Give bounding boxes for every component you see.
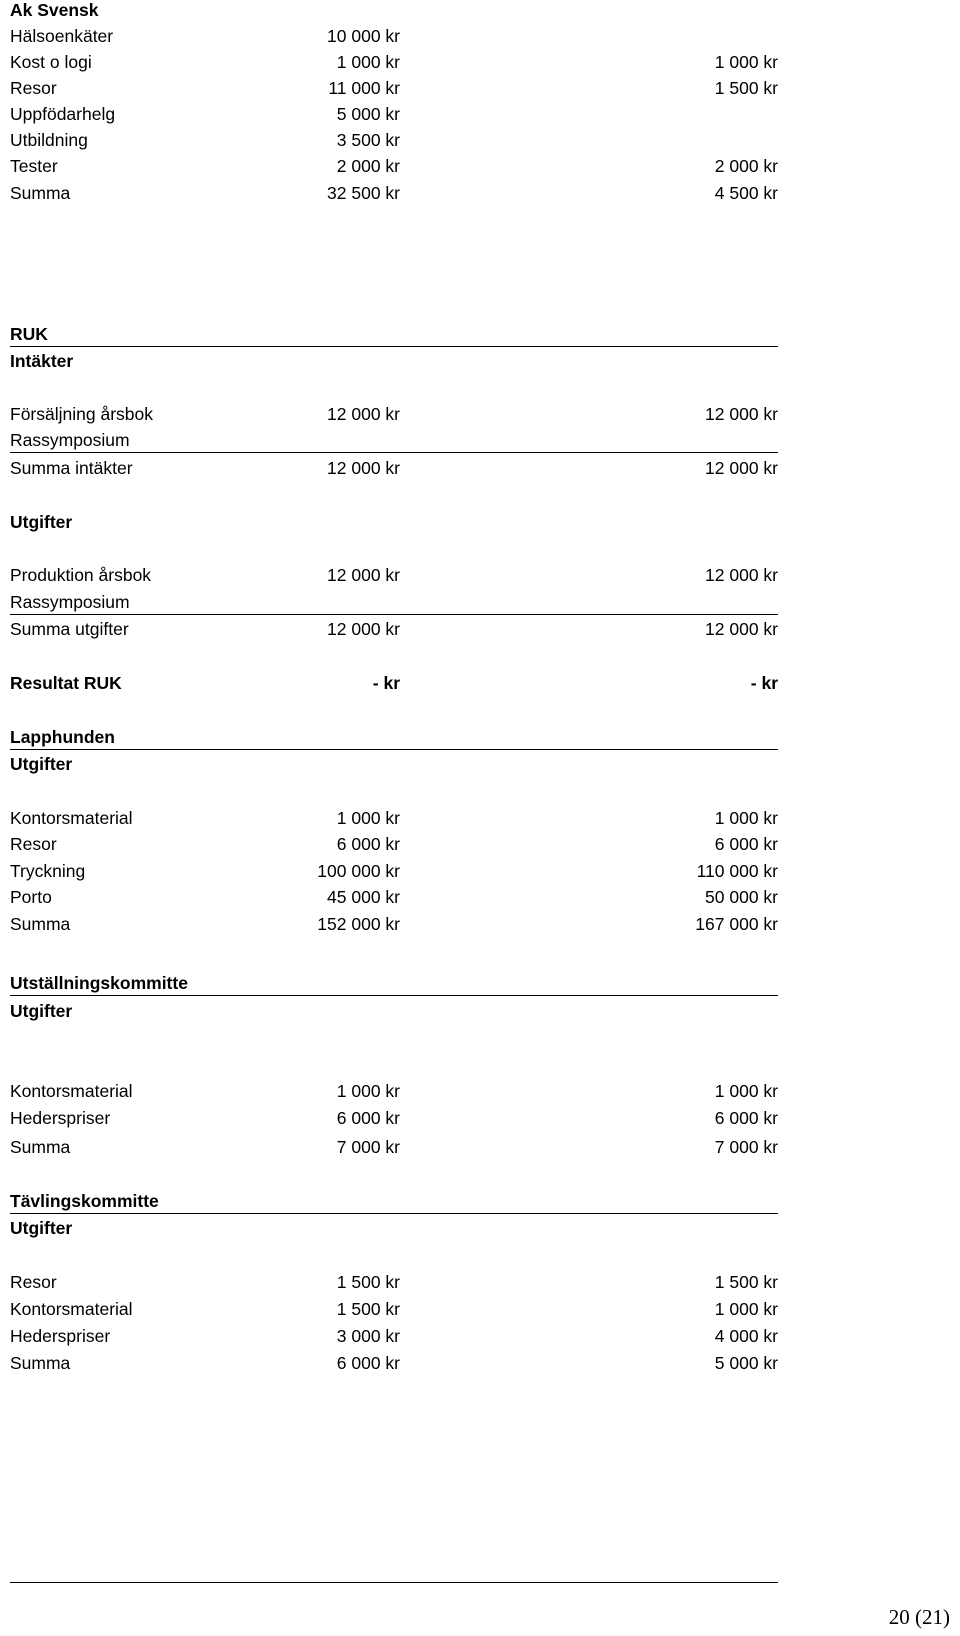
- row-value-2: 6 000 kr: [714, 834, 778, 854]
- row-label: Uppfödarhelg: [10, 104, 116, 124]
- table-row: [10, 831, 778, 857]
- ruk-expense-heading-row: [10, 509, 778, 535]
- row-value-1: 12 000 kr: [327, 458, 400, 478]
- row-label: Hälsoenkäter: [10, 26, 114, 46]
- row-value-1: 6 000 kr: [336, 834, 400, 854]
- row-label: Summa: [10, 1137, 71, 1157]
- row-label: Hederspriser: [10, 1108, 111, 1128]
- sub-heading: Utgifter: [10, 1001, 73, 1021]
- row-value-1: 12 000 kr: [327, 619, 400, 639]
- row-label: Summa intäkter: [10, 458, 133, 478]
- row-label: Porto: [10, 887, 52, 907]
- row-value-1: 6 000 kr: [336, 1108, 400, 1128]
- row-label: Försäljning årsbok: [10, 404, 153, 424]
- row-label: Summa: [10, 1353, 71, 1373]
- row-value-2: 6 000 kr: [714, 1108, 778, 1128]
- table-row: [10, 805, 778, 831]
- row-label: Kontorsmaterial: [10, 1081, 133, 1101]
- row-value-1: 32 500 kr: [327, 183, 400, 203]
- ruk-heading-row: [10, 321, 778, 347]
- table-row: [10, 153, 778, 179]
- sub-heading: Utgifter: [10, 1218, 73, 1238]
- ak-svensk-heading-row: [10, 0, 778, 23]
- section-heading: Ak Svensk: [10, 0, 99, 20]
- row-label: Summa: [10, 183, 71, 203]
- row-value-2: 1 000 kr: [714, 1299, 778, 1319]
- row-value-2: 167 000 kr: [695, 914, 778, 934]
- row-label: Resor: [10, 78, 57, 98]
- row-label: Hederspriser: [10, 1326, 111, 1346]
- ruk-result-row: [10, 670, 778, 696]
- row-label: Rassymposium: [10, 592, 130, 612]
- row-value-1: 5 000 kr: [336, 104, 400, 124]
- ruk-income-heading-row: [10, 348, 778, 374]
- row-value-2: 12 000 kr: [705, 565, 778, 585]
- table-row: [10, 49, 778, 75]
- row-value-2: 4 000 kr: [714, 1326, 778, 1346]
- row-value-1: 1 500 kr: [336, 1272, 400, 1292]
- table-row: [10, 75, 778, 101]
- section-heading: Lapphunden: [10, 727, 115, 747]
- tavlingskommitte-sub-heading-row: [10, 1215, 778, 1241]
- table-row-sum: [10, 1350, 778, 1376]
- table-row: [10, 23, 778, 49]
- row-value-2: 50 000 kr: [705, 887, 778, 907]
- row-value-1: 3 500 kr: [336, 130, 400, 150]
- table-row: [10, 427, 778, 453]
- sum-divider: [10, 614, 778, 615]
- row-value-1: 1 500 kr: [336, 1299, 400, 1319]
- row-value-1: 3 000 kr: [336, 1326, 400, 1346]
- sub-heading: Utgifter: [10, 754, 73, 774]
- row-value-1: 45 000 kr: [327, 887, 400, 907]
- row-label: Summa utgifter: [10, 619, 129, 639]
- row-value-2: 1 500 kr: [714, 1272, 778, 1292]
- row-label: Kontorsmaterial: [10, 808, 133, 828]
- table-row: [10, 1269, 778, 1295]
- row-value-1: 2 000 kr: [336, 156, 400, 176]
- table-row: [10, 884, 778, 910]
- row-value-1: 10 000 kr: [327, 26, 400, 46]
- row-value-2: 1 000 kr: [714, 1081, 778, 1101]
- row-value-1: 12 000 kr: [327, 404, 400, 424]
- row-value-2: 7 000 kr: [714, 1137, 778, 1157]
- table-row: [10, 101, 778, 127]
- table-row: [10, 127, 778, 153]
- footer-divider: [10, 1582, 778, 1583]
- row-value-2: 1 500 kr: [714, 78, 778, 98]
- section-divider: [10, 1213, 778, 1214]
- row-label: Produktion årsbok: [10, 565, 152, 585]
- section-divider: [10, 749, 778, 750]
- result-value-1: - kr: [372, 673, 400, 693]
- row-value-1: 1 000 kr: [336, 808, 400, 828]
- row-value-1: 1 000 kr: [336, 52, 400, 72]
- row-value-2: 12 000 kr: [705, 458, 778, 478]
- row-value-2: 1 000 kr: [714, 808, 778, 828]
- lapphunden-heading-row: [10, 724, 778, 750]
- table-row: [10, 1323, 778, 1349]
- section-divider: [10, 995, 778, 996]
- section-heading: Utställningskommitte: [10, 973, 188, 993]
- utstallningskommitte-sub-heading-row: [10, 998, 778, 1024]
- row-label: Kontorsmaterial: [10, 1299, 133, 1319]
- page-number: 20 (21): [888, 1605, 950, 1629]
- table-row: [10, 1105, 778, 1131]
- section-heading: RUK: [10, 324, 48, 344]
- row-label: Utbildning: [10, 130, 88, 150]
- row-value-1: 100 000 kr: [317, 861, 400, 881]
- row-value-2: 5 000 kr: [714, 1353, 778, 1373]
- utstallningskommitte-heading-row: [10, 970, 778, 996]
- row-label: Tester: [10, 156, 58, 176]
- row-value-2: 2 000 kr: [714, 156, 778, 176]
- row-value-1: 11 000 kr: [328, 78, 400, 98]
- row-label: Kost o logi: [10, 52, 92, 72]
- row-label: Tryckning: [10, 861, 86, 881]
- lapphunden-sub-heading-row: [10, 751, 778, 777]
- section-heading: Tävlingskommitte: [10, 1191, 159, 1211]
- row-value-1: 152 000 kr: [317, 914, 400, 934]
- row-value-2: 1 000 kr: [714, 52, 778, 72]
- sub-heading: Utgifter: [10, 512, 73, 532]
- row-value-1: 12 000 kr: [327, 565, 400, 585]
- row-value-2: 12 000 kr: [705, 619, 778, 639]
- table-row: [10, 1078, 778, 1104]
- table-row: [10, 589, 778, 615]
- row-value-1: 6 000 kr: [336, 1353, 400, 1373]
- row-label: Rassymposium: [10, 430, 130, 450]
- row-value-2: 110 000 kr: [696, 861, 778, 881]
- table-row-sum: [10, 1134, 778, 1160]
- row-label: Resor: [10, 834, 57, 854]
- table-row-sum: [10, 180, 778, 206]
- table-row: [10, 401, 778, 427]
- result-label: Resultat RUK: [10, 673, 122, 693]
- row-label: Summa: [10, 914, 71, 934]
- result-value-2: - kr: [750, 673, 778, 693]
- row-value-1: 7 000 kr: [336, 1137, 400, 1157]
- table-row: [10, 858, 778, 884]
- table-row-sum: [10, 455, 778, 481]
- section-divider: [10, 346, 778, 347]
- row-value-1: 1 000 kr: [336, 1081, 400, 1101]
- sub-heading: Intäkter: [10, 351, 74, 371]
- table-row: [10, 1296, 778, 1322]
- sum-divider: [10, 452, 778, 453]
- row-value-2: 12 000 kr: [705, 404, 778, 424]
- tavlingskommitte-heading-row: [10, 1188, 778, 1214]
- row-value-2: 4 500 kr: [714, 183, 778, 203]
- table-row-sum: [10, 616, 778, 642]
- table-row-sum: [10, 911, 778, 937]
- table-row: [10, 562, 778, 588]
- row-label: Resor: [10, 1272, 57, 1292]
